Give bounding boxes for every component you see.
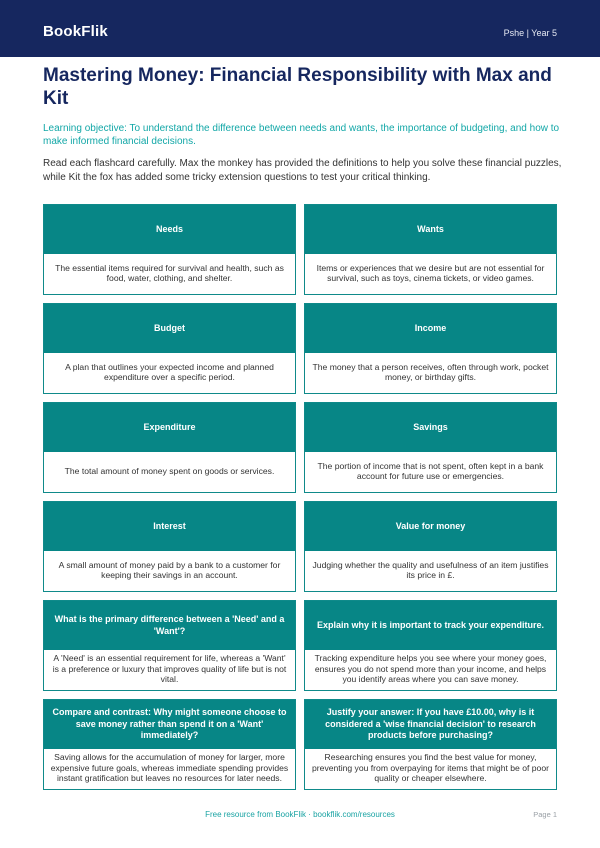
flashcard[interactable] (304, 204, 557, 295)
flashcard[interactable] (304, 402, 557, 493)
flashcard-back: The total amount of money spent on goods or services. (64, 465, 275, 476)
flashcard-back: The essential items required for survival and health, such as food, water, clothing, and shelter. (55, 262, 284, 283)
learning-objective: Learning objective: To understand the difference between needs and wants, the importance of budgeting, and how to make informed financial decisions. (43, 123, 560, 147)
footer-resource-link[interactable]: Free resource from BookFlik · bookflik.com/resources (205, 810, 395, 819)
flashcard[interactable] (304, 303, 557, 394)
flashcard[interactable] (304, 699, 557, 790)
flashcard-front: Budget (44, 304, 295, 353)
flashcard-back: A small amount of money paid by a bank to a customer for keeping their savings in an account. (58, 559, 281, 580)
flashcard[interactable] (43, 600, 296, 691)
header-bar (0, 0, 600, 57)
brand-logo[interactable]: BookFlik (43, 23, 108, 40)
flashcard-front: Compare and contrast: Why might someone choose to save money rather than spend it on a 'Want' immediately? (44, 700, 295, 749)
flashcard-front: Wants (305, 205, 556, 254)
flashcard-back: The money that a person receives, often through work, pocket money, or birthday gifts. (312, 361, 549, 382)
flashcard[interactable] (43, 402, 296, 493)
flashcard-front: Income (305, 304, 556, 353)
flashcard-back: The portion of income that is not spent, often kept in a bank account for future use or emergencies. (317, 460, 544, 481)
flashcard[interactable] (43, 501, 296, 592)
flashcard-front: Interest (44, 502, 295, 551)
flashcard[interactable] (304, 501, 557, 592)
flashcard-front: Expenditure (44, 403, 295, 452)
flashcard-front: Value for money (305, 502, 556, 551)
subject-year-label: Pshe | Year 5 (503, 28, 557, 38)
page-number: Page 1 (533, 810, 557, 819)
flashcard-front: Needs (44, 205, 295, 254)
flashcard-front: Savings (305, 403, 556, 452)
intro-text: Read each flashcard carefully. Max the monkey has provided the definitions to help you solve these financial puzzles, while Kit the fox has added some tricky extension questions to test your critical thinking. (43, 158, 562, 183)
flashcard[interactable] (304, 600, 557, 691)
flashcard-back: Researching ensures you find the best value for money, preventing you from overpaying for items that might be of poor quality or cheaper elsewhere. (312, 752, 549, 784)
flashcard[interactable] (43, 303, 296, 394)
flashcard-back: A plan that outlines your expected income and planned expenditure over a specific period. (65, 361, 274, 382)
flashcard-back: A 'Need' is an essential requirement for life, whereas a 'Want' is a preference or luxury that improves quality of life but is not vital. (52, 653, 287, 685)
page-title: Mastering Money: Financial Responsibility with Max and Kit (43, 65, 552, 109)
flashcard-back: Judging whether the quality and usefulness of an item justifies its price in £. (312, 559, 549, 580)
flashcard-back: Tracking expenditure helps you see where your money goes, ensures you do not spend more than your income, and helps you identify areas where you can save money. (314, 653, 547, 685)
flashcard[interactable] (43, 204, 296, 295)
flashcard-front: Explain why it is important to track your expenditure. (305, 601, 556, 650)
flashcard-front: Justify your answer: If you have £10.00, why is it considered a 'wise financial decision' to research products before purchasing? (305, 700, 556, 749)
flashcard[interactable] (43, 699, 296, 790)
flashcard-back: Items or experiences that we desire but are not essential for survival, such as toys, cinema tickets, or video games. (316, 262, 545, 283)
flashcard-back: Saving allows for the accumulation of money for larger, more expensive future goals, whereas immediate spending provides instant gratification but leaves no resources for later needs. (50, 752, 289, 784)
flashcard-front: What is the primary difference between a 'Need' and a 'Want'? (44, 601, 295, 650)
